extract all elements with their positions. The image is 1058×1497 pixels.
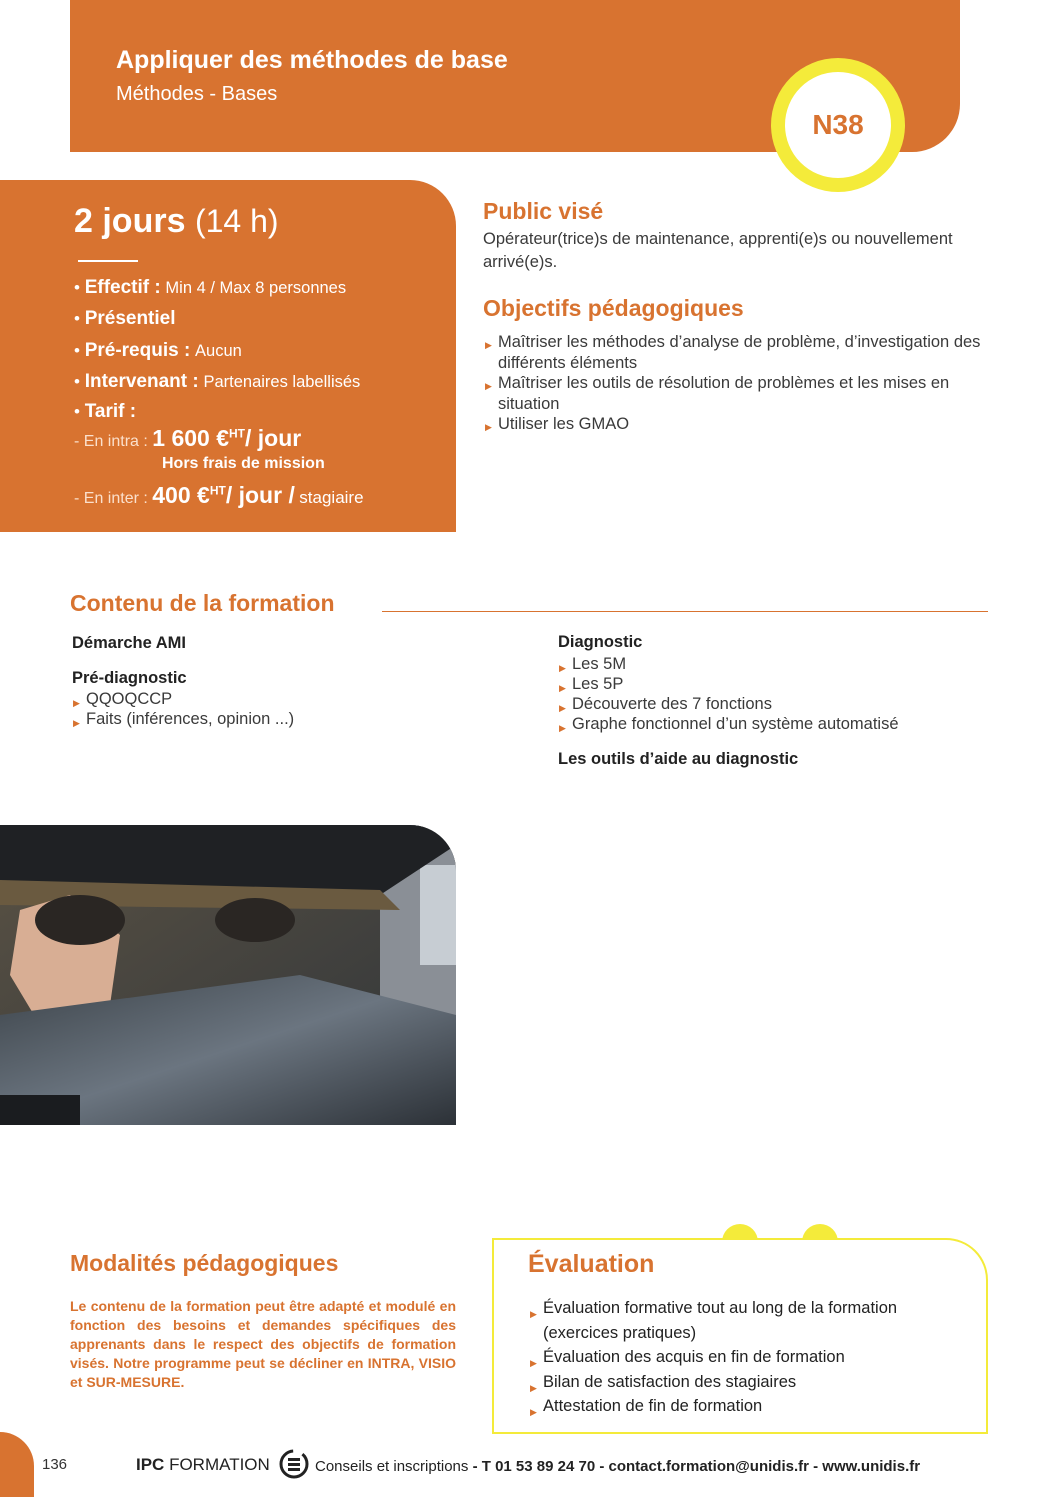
footer-tab — [0, 1432, 34, 1497]
page-number: 136 — [42, 1456, 68, 1473]
list-item: ▶ Les 5M — [558, 654, 899, 674]
intra-prefix: - En intra : — [74, 433, 148, 450]
workshop-photo — [0, 825, 456, 1125]
list-item: ▶ Attestation de fin de formation — [528, 1394, 968, 1419]
list-item: ▶ Maîtriser les méthodes d’analyse de problème, d’investigation des différents éléments — [485, 333, 981, 372]
price-intra — [74, 425, 301, 452]
objectifs-title: Objectifs pédagogiques — [483, 295, 744, 321]
bullet-triangle-icon: ▶ — [485, 340, 492, 350]
bullet-triangle-icon: ▶ — [485, 381, 492, 391]
effectif-label: Effectif : — [84, 277, 161, 298]
bullet-triangle-icon: ▶ — [73, 718, 80, 728]
inter-price: 400 €$^{HT}$/ jour / — [152, 482, 295, 508]
evaluation-title: Évaluation — [528, 1250, 655, 1278]
list-item: ▶ Découverte des 7 fonctions — [558, 694, 899, 714]
outils-heading: Les outils d’aide au diagnostic — [558, 750, 799, 768]
list-item: ▶ Graphe fonctionnel d’un système automatisé — [558, 714, 899, 734]
modalites-title: Modalités pédagogiques — [70, 1250, 339, 1276]
contact-details[interactable]: - T 01 53 89 24 70 - contact.formation@unidis.fr - www.unidis.fr — [472, 1458, 921, 1475]
course-code: N38 — [812, 109, 864, 140]
footer-brand: IPC FORMATION — [136, 1455, 270, 1474]
objectifs-list — [483, 332, 993, 435]
public-text: Opérateur(trice)s de maintenance, apprenti(e)s ou nouvellement arrivé(e)s. — [483, 230, 953, 271]
course-code-badge — [771, 58, 905, 192]
info-row-tarif: • Tarif : — [74, 401, 137, 422]
prerequis-label: Pré-requis : — [84, 340, 191, 361]
bullet-triangle-icon: ▶ — [559, 703, 566, 713]
modalites-text: Le contenu de la formation peut être adapté et modulé en fonction des besoins et demandes spécifiques des apprenants dans le respect des objectifs de formation visés. Notre programme peut se décliner en INTRA, VISIO et SUR-MESURE. — [70, 1298, 456, 1390]
info-box — [0, 180, 456, 532]
info-row-presentiel: • Présentiel — [74, 308, 176, 329]
bullet-triangle-icon: ▶ — [530, 1309, 537, 1319]
info-row-effectif: • Effectif : Min 4 / Max 8 personnes — [74, 277, 347, 298]
list-item: ▶ QQOQCCP — [72, 689, 294, 709]
contact-label: Conseils et inscriptions — [315, 1458, 469, 1475]
list-item: ▶ Maîtriser les outils de résolution de problèmes et les mises en situation — [485, 374, 950, 413]
price-inter — [74, 482, 364, 509]
intra-price: 1 600 €$^{HT}$/ jour — [152, 425, 302, 451]
prediag-list — [72, 689, 294, 729]
footer-contact — [315, 1458, 920, 1475]
intervenant-value: Partenaires labellisés — [203, 373, 361, 391]
list-item: ▶ Évaluation des acquis en fin de formation — [528, 1345, 968, 1370]
inter-suffix: stagiaire — [299, 488, 364, 507]
bullet-triangle-icon: ▶ — [485, 422, 492, 432]
page-subtitle: Méthodes - Bases — [116, 83, 278, 105]
bullet-triangle-icon: ▶ — [559, 723, 566, 733]
list-item: ▶ Bilan de satisfaction des stagiaires — [528, 1370, 968, 1395]
duration-hours: (14 h) — [194, 203, 279, 239]
list-item: ▶ Utiliser les GMAO — [483, 414, 993, 435]
diag-list — [558, 654, 899, 734]
contenu-title: Contenu de la formation — [70, 590, 335, 616]
diag-heading: Diagnostic — [558, 633, 643, 651]
workshop-photo-illustration — [0, 825, 456, 1125]
bullet-triangle-icon: ▶ — [559, 663, 566, 673]
inter-prefix: - En inter : — [74, 490, 148, 507]
hors-frais: Hors frais de mission — [162, 455, 325, 472]
page-title: Appliquer des méthodes de base — [116, 46, 508, 74]
contenu-divider — [382, 611, 988, 612]
list-item: ▶ Les 5P — [558, 674, 899, 694]
effectif-value: Min 4 / Max 8 personnes — [165, 279, 347, 297]
duration — [74, 202, 279, 241]
bullet-triangle-icon: ▶ — [530, 1407, 537, 1417]
list-item: ▶ Évaluation formative tout au long de la formation (exercices pratiques) — [530, 1299, 898, 1342]
divider — [78, 260, 138, 262]
badge-inner — [785, 72, 891, 178]
prerequis-value: Aucun — [195, 342, 242, 360]
info-row-prerequis: • Pré-requis : Aucun — [74, 340, 242, 361]
info-row-intervenant: • Intervenant : Partenaires labellisés — [74, 371, 361, 392]
prediag-heading: Pré-diagnostic — [72, 669, 187, 687]
contact-logo-icon — [278, 1448, 310, 1480]
bullet-triangle-icon: ▶ — [73, 698, 80, 708]
duration-days: 2 jours — [74, 202, 186, 240]
bullet-triangle-icon: ▶ — [530, 1358, 537, 1368]
bullet-triangle-icon: ▶ — [530, 1382, 537, 1393]
bullet-triangle-icon: ▶ — [559, 683, 566, 693]
public-title: Public visé — [483, 198, 604, 224]
presentiel-label: Présentiel — [84, 308, 176, 329]
demarche-heading: Démarche AMI — [72, 634, 187, 652]
evaluation-list — [528, 1296, 968, 1419]
decorative-dots-icon — [720, 1220, 850, 1260]
intervenant-label: Intervenant : — [84, 371, 199, 392]
list-item: ▶ Faits (inférences, opinion ...) — [72, 709, 294, 729]
tarif-label: Tarif : — [84, 401, 137, 422]
